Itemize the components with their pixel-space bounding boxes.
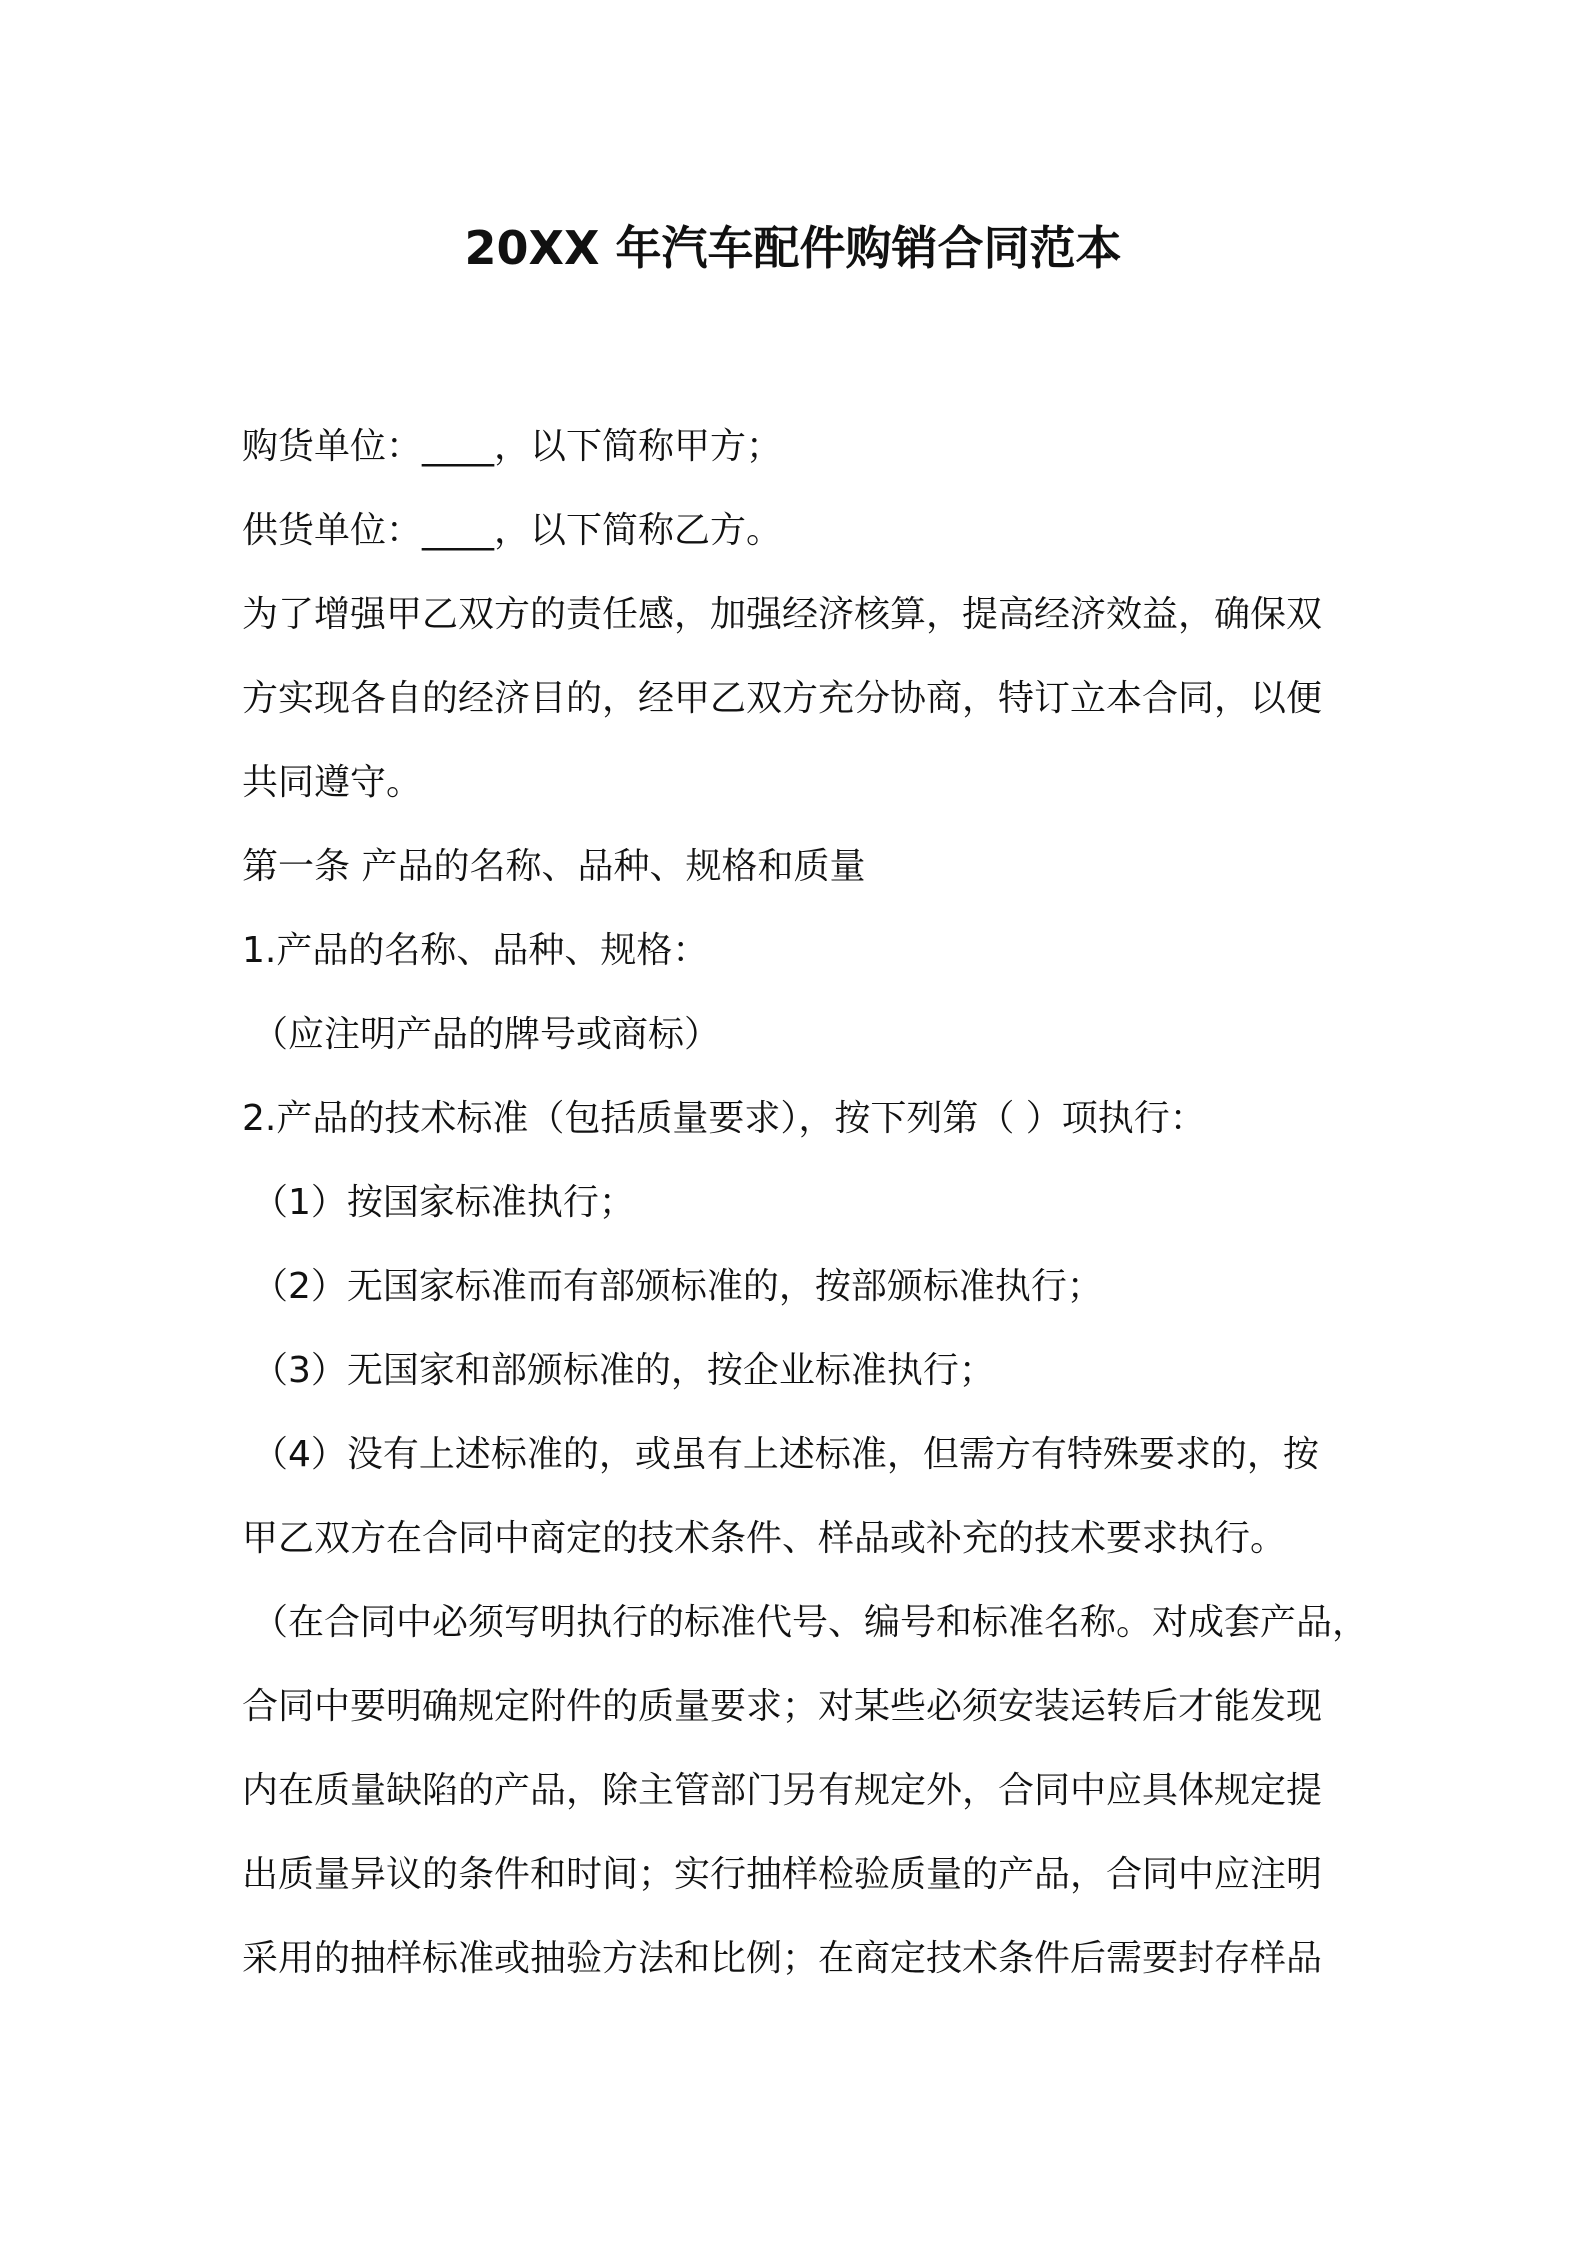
paragraph-intro-line-3: 共同遵守。 bbox=[242, 762, 423, 803]
clause-2-note-line-2: 合同中要明确规定附件的质量要求；对某些必须安装运转后才能发现 bbox=[242, 1686, 1323, 1727]
clause-2-note-line-4: 出质量异议的条件和时间；实行抽样检验质量的产品，合同中应注明 bbox=[242, 1854, 1323, 1895]
clause-2: 2.产品的技术标准（包括质量要求），按下列第（ ）项执行： bbox=[242, 1098, 1206, 1139]
paragraph-intro-line-2: 方实现各自的经济目的，经甲乙双方充分协商，特订立本合同，以便 bbox=[242, 678, 1323, 719]
clause-1-note: （应注明产品的牌号或商标） bbox=[252, 1014, 721, 1055]
paragraph-buyer: 购货单位：____，以下简称甲方； bbox=[242, 426, 783, 467]
paragraph-intro-line-1: 为了增强甲乙双方的责任感，加强经济核算，提高经济效益，确保双 bbox=[242, 594, 1323, 635]
paragraph-supplier: 供货单位：____，以下简称乙方。 bbox=[242, 510, 783, 551]
clause-2-item-2: （2）无国家标准而有部颁标准的，按部颁标准执行； bbox=[252, 1266, 1103, 1307]
document-body bbox=[242, 405, 1369, 2001]
clause-2-item-3: （3）无国家和部颁标准的，按企业标准执行； bbox=[252, 1350, 995, 1391]
clause-2-note-line-5: 采用的抽样标准或抽验方法和比例；在商定技术条件后需要封存样品 bbox=[242, 1938, 1323, 1979]
clause-2-note-line-3: 内在质量缺陷的产品，除主管部门另有规定外，合同中应具体规定提 bbox=[242, 1770, 1323, 1811]
article-one-heading: 第一条 产品的名称、品种、规格和质量 bbox=[242, 846, 866, 887]
clause-2-note-line-1: （在合同中必须写明执行的标准代号、编号和标准名称。对成套产品， bbox=[252, 1602, 1369, 1643]
clause-2-item-4-line-1: （4）没有上述标准的，或虽有上述标准，但需方有特殊要求的，按 bbox=[252, 1434, 1319, 1475]
clause-1: 1.产品的名称、品种、规格： bbox=[242, 930, 709, 971]
clause-2-item-4-line-2: 甲乙双方在合同中商定的技术条件、样品或补充的技术要求执行。 bbox=[242, 1518, 1287, 1559]
clause-2-item-1: （1）按国家标准执行； bbox=[252, 1182, 635, 1223]
document-title: 20XX 年汽车配件购销合同范本 bbox=[464, 221, 1122, 275]
